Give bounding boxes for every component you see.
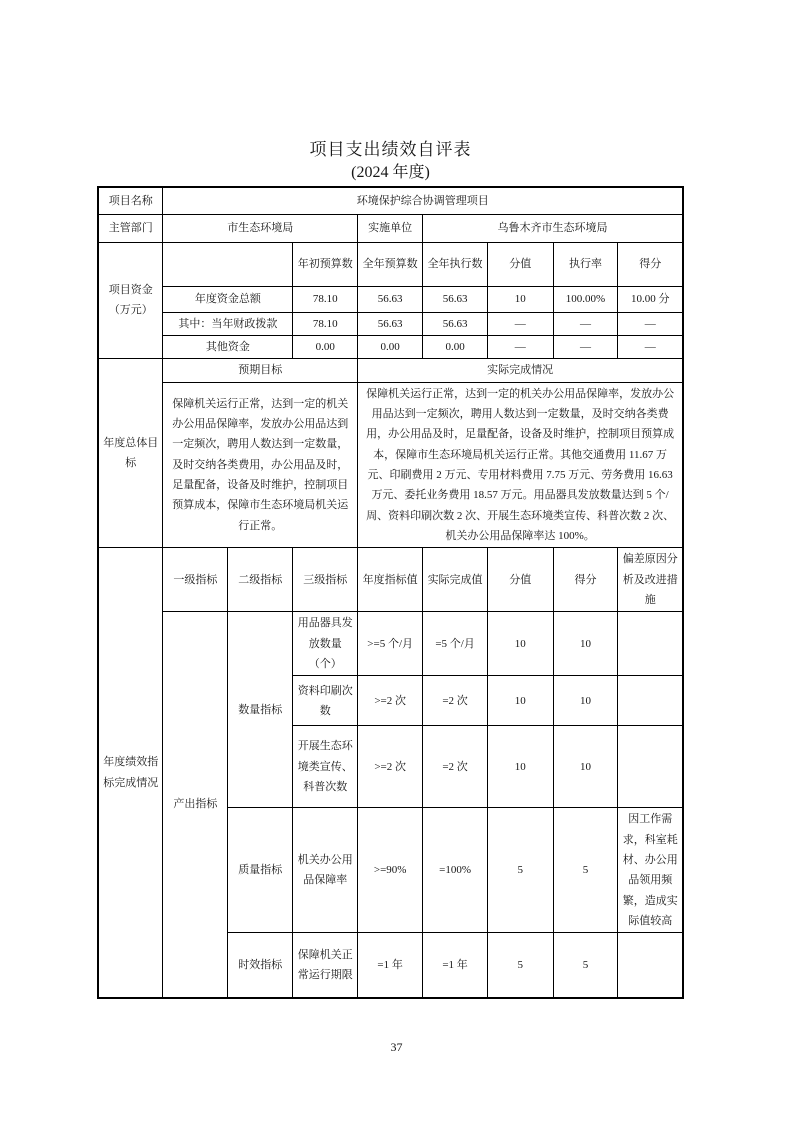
- indicator-actual: =2 次: [423, 676, 488, 726]
- funding-value: —: [488, 335, 554, 358]
- level3-indicator: 开展生态环境类宣传、科普次数: [293, 726, 358, 808]
- indicator-score: 5: [553, 933, 618, 998]
- indicator-target: =1 年: [358, 933, 423, 998]
- document-subtitle: (2024 年度): [351, 164, 430, 181]
- table-row: [98, 286, 683, 312]
- indicator-actual: =1 年: [423, 933, 488, 998]
- funding-value: 0.00: [293, 335, 358, 358]
- indicator-score: 10: [553, 612, 618, 676]
- indicator-col-header: 二级指标: [228, 548, 293, 612]
- funding-value: —: [618, 312, 683, 335]
- level2-indicator: 质量指标: [228, 808, 293, 933]
- indicator-deviation: [618, 726, 683, 808]
- indicator-target: >=2 次: [358, 676, 423, 726]
- indicator-col-header: 分值: [488, 548, 554, 612]
- funding-value: —: [553, 335, 618, 358]
- indicator-target: >=90%: [358, 808, 423, 933]
- annual-target-label: 年度总体目标: [98, 359, 163, 548]
- indicator-points: 10: [488, 726, 554, 808]
- funding-row-name: 其他资金: [163, 335, 293, 358]
- table-row: [98, 359, 683, 382]
- funding-value: 0.00: [423, 335, 488, 358]
- table-row: [98, 382, 683, 548]
- funding-col-header: 年初预算数: [293, 242, 358, 286]
- table-row: [98, 612, 683, 676]
- funding-value: 10.00 分: [618, 286, 683, 312]
- document-title: 项目支出绩效自评表: [309, 140, 472, 159]
- indicators-section-label: 年度绩效指标完成情况: [98, 548, 163, 998]
- dept-value: 市生态环境局: [163, 214, 358, 242]
- level2-indicator: 数量指标: [228, 612, 293, 808]
- indicator-deviation: [618, 933, 683, 998]
- level3-indicator: 机关办公用品保障率: [293, 808, 358, 933]
- funding-value: 10: [488, 286, 554, 312]
- indicator-score: 10: [553, 726, 618, 808]
- funding-row-name: 其中：当年财政拨款: [163, 312, 293, 335]
- actual-completion-header: 实际完成情况: [358, 359, 683, 382]
- indicator-actual: =2 次: [423, 726, 488, 808]
- funding-value: 78.10: [293, 312, 358, 335]
- level3-indicator: 用品器具发放数量（个）: [293, 612, 358, 676]
- actual-completion-text: 保障机关运行正常，达到一定的机关办公用品保障率，发放办公用品达到一定频次，聘用人数达到一定数量，及时交纳各类费用，办公用品及时，足量配备，设备及时维护，控制项目预算成本，保障市生态环境局机关运行正常。其他交通费用 11.67 万元、印刷费用 2 万元、专用材料费用 7.75 万元、劳务费用 16.63 万元、委托业务费用 18.57 万元。用品器具发放数量达到 5 个/周、资料印刷次数 2 次、开展生态环境类宣传、科普次数 2 次、机关办公用品保障率达 100%。: [358, 382, 683, 548]
- indicator-target: >=5 个/月: [358, 612, 423, 676]
- impl-unit-value: 乌鲁木齐市生态环境局: [423, 214, 683, 242]
- indicator-deviation: 因工作需求，科室耗材、办公用品领用频繁，造成实际值较高: [618, 808, 683, 933]
- level2-indicator: 时效指标: [228, 933, 293, 998]
- indicator-actual: =100%: [423, 808, 488, 933]
- funding-empty-cell: [163, 242, 293, 286]
- table-row: [98, 187, 683, 214]
- indicator-deviation: [618, 612, 683, 676]
- funding-value: —: [618, 335, 683, 358]
- level1-indicator: 产出指标: [163, 612, 228, 998]
- indicator-col-header: 三级指标: [293, 548, 358, 612]
- funding-value: 78.10: [293, 286, 358, 312]
- level3-indicator: 保障机关正常运行期限: [293, 933, 358, 998]
- funding-col-header: 分值: [488, 242, 554, 286]
- project-name-value: 环境保护综合协调管理项目: [163, 187, 683, 214]
- table-row: [98, 242, 683, 286]
- indicator-col-header: 实际完成值: [423, 548, 488, 612]
- table-row: [98, 312, 683, 335]
- table-row: [98, 214, 683, 242]
- funding-col-header: 全年执行数: [423, 242, 488, 286]
- indicator-col-header: 年度指标值: [358, 548, 423, 612]
- indicator-points: 5: [488, 933, 554, 998]
- funding-value: 0.00: [358, 335, 423, 358]
- page-number: 37: [390, 1040, 403, 1054]
- funding-value: —: [553, 312, 618, 335]
- funding-row-name: 年度资金总额: [163, 286, 293, 312]
- indicator-col-header: 得分: [553, 548, 618, 612]
- funding-value: —: [488, 312, 554, 335]
- project-name-label: 项目名称: [98, 187, 163, 214]
- funding-value: 56.63: [423, 312, 488, 335]
- expected-target-header: 预期目标: [163, 359, 358, 382]
- indicator-score: 5: [553, 808, 618, 933]
- funding-value: 56.63: [358, 286, 423, 312]
- table-row: [98, 548, 683, 612]
- indicator-col-header: 一级指标: [163, 548, 228, 612]
- dept-label: 主管部门: [98, 214, 163, 242]
- indicator-deviation: [618, 676, 683, 726]
- funding-col-header: 执行率: [553, 242, 618, 286]
- indicator-actual: =5 个/月: [423, 612, 488, 676]
- funding-value: 100.00%: [553, 286, 618, 312]
- impl-unit-label: 实施单位: [358, 214, 423, 242]
- funding-value: 56.63: [423, 286, 488, 312]
- indicator-target: >=2 次: [358, 726, 423, 808]
- expected-target-text: 保障机关运行正常，达到一定的机关办公用品保障率，发放办公用品达到一定频次，聘用人数达到一定数量，及时交纳各类费用，办公用品及时，足量配备，设备及时维护，控制项目预算成本，保障市生态环境局机关运行正常。: [163, 382, 358, 548]
- funding-section-label: 项目资金（万元）: [98, 242, 163, 359]
- funding-col-header: 得分: [618, 242, 683, 286]
- funding-col-header: 全年预算数: [358, 242, 423, 286]
- indicator-col-header: 偏差原因分析及改进措施: [618, 548, 683, 612]
- level3-indicator: 资料印刷次数: [293, 676, 358, 726]
- indicator-score: 10: [553, 676, 618, 726]
- self-evaluation-table: [97, 186, 684, 999]
- funding-value: 56.63: [358, 312, 423, 335]
- indicator-points: 5: [488, 808, 554, 933]
- indicator-points: 10: [488, 676, 554, 726]
- indicator-points: 10: [488, 612, 554, 676]
- table-row: [98, 335, 683, 358]
